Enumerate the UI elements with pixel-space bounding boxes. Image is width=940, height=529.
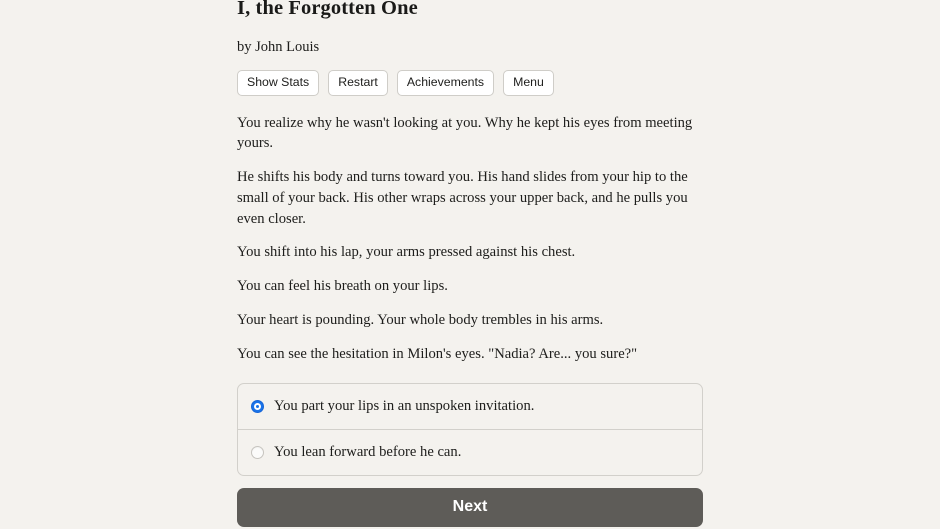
- show-stats-button[interactable]: Show Stats: [237, 70, 319, 95]
- story-paragraph: Your heart is pounding. Your whole body trembles in his arms.: [237, 311, 604, 328]
- radio-unselected-icon[interactable]: [251, 446, 264, 459]
- choice-label: You part your lips in an unspoken invitation.: [274, 398, 535, 415]
- choice-option[interactable]: [238, 429, 702, 475]
- choice-label: You lean forward before he can.: [274, 444, 462, 461]
- radio-selected-icon[interactable]: [251, 400, 264, 413]
- next-button[interactable]: Next: [237, 488, 703, 527]
- story-paragraph: You realize why he wasn't looking at you. Why he kept his eyes from meeting yours.: [237, 114, 693, 152]
- content-column: [237, 0, 703, 527]
- author-byline: by John Louis: [237, 38, 320, 55]
- achievements-button[interactable]: Achievements: [397, 70, 494, 95]
- menu-button[interactable]: Menu: [503, 70, 554, 95]
- page-title: I, the Forgotten One: [237, 0, 418, 19]
- choice-option[interactable]: [238, 384, 702, 429]
- story-text: [237, 113, 703, 364]
- story-paragraph: You can see the hesitation in Milon's eyes. "Nadia? Are... you sure?": [237, 345, 638, 362]
- story-paragraph: You can feel his breath on your lips.: [237, 278, 448, 295]
- restart-button[interactable]: Restart: [328, 70, 388, 95]
- story-paragraph: He shifts his body and turns toward you. His hand slides from your hip to the small of your back. His other wraps across your upper back, and he pulls you even closer.: [237, 169, 688, 227]
- story-paragraph: You shift into his lap, your arms pressed against his chest.: [237, 244, 576, 261]
- toolbar: [237, 70, 703, 95]
- choice-list: [237, 383, 703, 476]
